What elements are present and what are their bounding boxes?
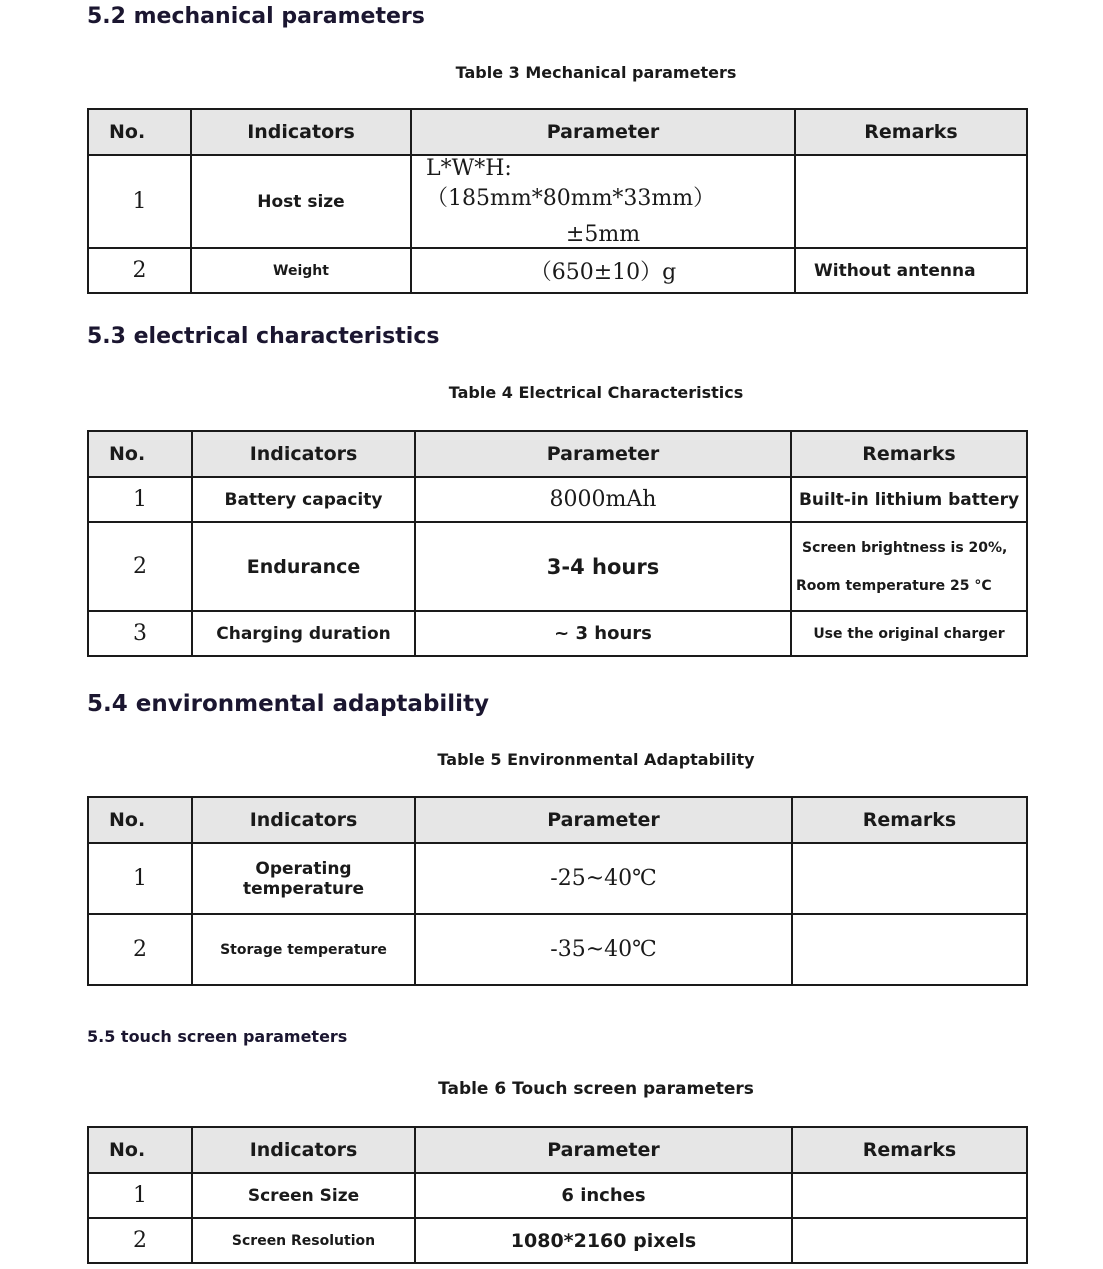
row-number: 2 — [88, 914, 192, 985]
row-indicator: Host size — [191, 155, 411, 248]
header-indicators: Indicators — [191, 109, 411, 155]
header-indicators: Indicators — [192, 797, 415, 843]
row-number: 3 — [88, 611, 192, 656]
table-header-row — [88, 431, 1027, 477]
row-parameter — [411, 155, 795, 248]
header-indicators: Indicators — [192, 431, 415, 477]
table-caption-electrical: Table 4 Electrical Characteristics — [448, 383, 744, 402]
row-parameter: 8000mAh — [415, 477, 791, 522]
header-parameter: Parameter — [415, 797, 792, 843]
row-parameter: （650±10）g — [411, 248, 795, 293]
row-number: 1 — [88, 843, 192, 914]
remarks-line-2: Room temperature 25 °C — [796, 577, 992, 594]
table-row — [88, 522, 1027, 611]
row-indicator: Charging duration — [192, 611, 415, 656]
section-heading-environmental: 5.4 environmental adaptability — [87, 691, 490, 717]
table-header-row — [88, 109, 1027, 155]
parameter-line-1: L*W*H: （185mm*80mm*33mm） — [426, 156, 716, 211]
touch-screen-parameters-table — [87, 1126, 1028, 1264]
table-header-row — [88, 797, 1027, 843]
table-row — [88, 477, 1027, 522]
row-remarks — [795, 155, 1027, 248]
row-remarks: Use the original charger — [791, 611, 1027, 656]
row-parameter: 3-4 hours — [415, 522, 791, 611]
row-parameter: 6 inches — [415, 1173, 792, 1218]
header-parameter: Parameter — [411, 109, 795, 155]
section-heading-touch-screen: 5.5 touch screen parameters — [87, 1027, 348, 1046]
table-caption-environmental: Table 5 Environmental Adaptability — [437, 750, 755, 769]
header-remarks: Remarks — [795, 109, 1027, 155]
mechanical-parameters-table — [87, 108, 1028, 294]
environmental-adaptability-table — [87, 796, 1028, 986]
table-row — [88, 843, 1027, 914]
row-parameter: ~ 3 hours — [415, 611, 791, 656]
row-parameter: -35~40℃ — [415, 914, 792, 985]
electrical-characteristics-table — [87, 430, 1028, 657]
section-heading-electrical: 5.3 electrical characteristics — [87, 324, 440, 349]
table-row — [88, 1173, 1027, 1218]
row-number: 1 — [88, 1173, 192, 1218]
row-indicator: Screen Size — [192, 1173, 415, 1218]
row-remarks — [792, 914, 1027, 985]
row-indicator: Storage temperature — [192, 914, 415, 985]
header-no: No. — [88, 1127, 192, 1173]
table-row — [88, 914, 1027, 985]
header-remarks: Remarks — [792, 797, 1027, 843]
remarks-line-1: Screen brightness is 20%, — [802, 539, 1008, 556]
row-remarks — [791, 522, 1027, 611]
header-parameter: Parameter — [415, 1127, 792, 1173]
row-indicator: Battery capacity — [192, 477, 415, 522]
row-number: 2 — [88, 248, 191, 293]
row-number: 2 — [88, 522, 192, 611]
row-remarks — [792, 1218, 1027, 1263]
header-remarks: Remarks — [792, 1127, 1027, 1173]
parameter-line-2: ±5mm — [565, 222, 641, 247]
table-row — [88, 155, 1027, 248]
header-no: No. — [88, 797, 192, 843]
header-no: No. — [88, 109, 191, 155]
row-indicator — [192, 843, 415, 914]
row-number: 1 — [88, 477, 192, 522]
table-row — [88, 248, 1027, 293]
row-number: 2 — [88, 1218, 192, 1263]
table-caption-mechanical: Table 3 Mechanical parameters — [455, 63, 737, 82]
row-remarks: Built-in lithium battery — [791, 477, 1027, 522]
row-indicator: Weight — [191, 248, 411, 293]
header-parameter: Parameter — [415, 431, 791, 477]
row-remarks — [792, 1173, 1027, 1218]
indicator-line-1: Operating — [255, 858, 352, 879]
table-caption-touch-screen: Table 6 Touch screen parameters — [438, 1079, 754, 1099]
row-parameter: -25~40℃ — [415, 843, 792, 914]
header-no: No. — [88, 431, 192, 477]
row-indicator: Screen Resolution — [192, 1218, 415, 1263]
row-indicator: Endurance — [192, 522, 415, 611]
header-remarks: Remarks — [791, 431, 1027, 477]
header-indicators: Indicators — [192, 1127, 415, 1173]
row-remarks: Without antenna — [795, 248, 1027, 293]
section-heading-mechanical: 5.2 mechanical parameters — [87, 4, 425, 29]
table-header-row — [88, 1127, 1027, 1173]
table-row — [88, 611, 1027, 656]
indicator-line-2: temperature — [242, 878, 365, 899]
row-remarks — [792, 843, 1027, 914]
table-row — [88, 1218, 1027, 1263]
row-number: 1 — [88, 155, 191, 248]
row-parameter: 1080*2160 pixels — [415, 1218, 792, 1263]
